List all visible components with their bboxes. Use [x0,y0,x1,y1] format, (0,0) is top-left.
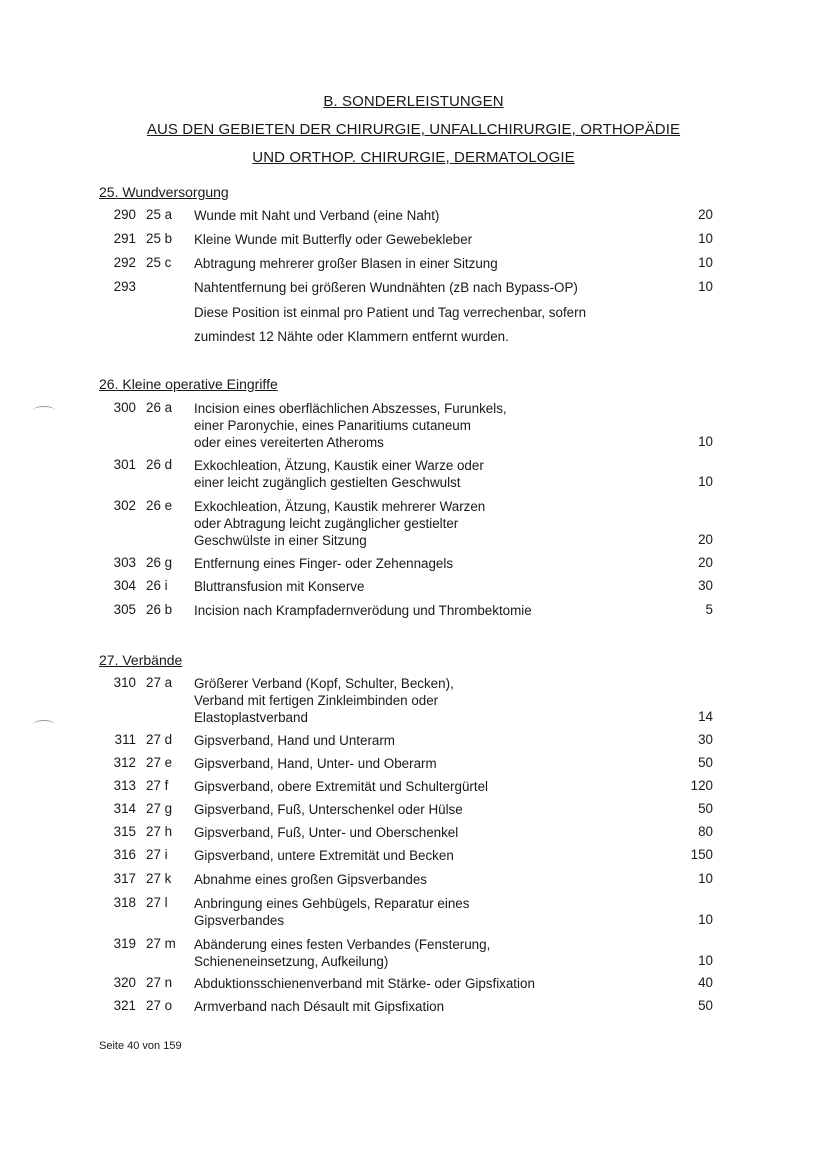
position-code: 27 h [146,824,173,839]
position-description [194,279,674,296]
position-number: 303 [113,555,136,570]
description-line: Elastoplastverband [194,710,308,725]
position-description [194,498,674,549]
description-line: Verband mit fertigen Zinkleimbinden oder [194,693,439,708]
description-line: Armverband nach Désault mit Gipsfixation [194,999,445,1014]
position-description [194,400,674,451]
position-description [194,847,674,864]
position-code: 25 b [146,231,173,246]
position-description [194,578,674,595]
position-description [194,675,674,726]
description-line: Anbringung eines Gehbügels, Reparatur eines [194,896,470,911]
position-number: 292 [113,255,136,270]
position-points: 10 [698,953,713,968]
position-points: 20 [698,555,713,570]
position-description [194,255,674,272]
description-line: Exkochleation, Ätzung, Kaustik mehrerer Warzen [194,499,486,514]
description-line: Gipsverband, Hand und Unterarm [194,733,395,748]
description-line: Gipsverband, untere Extremität und Becken [194,848,454,863]
description-line: einer leicht zugänglich gestielten Geschwulst [194,475,461,490]
position-number: 315 [113,824,136,839]
position-points: 50 [698,998,713,1013]
position-description [194,207,674,224]
position-description [194,895,674,929]
position-points: 50 [698,755,713,770]
position-code: 27 i [146,847,168,862]
position-number: 301 [113,457,136,472]
position-points: 40 [698,975,713,990]
position-description [194,555,674,572]
description-line: Exkochleation, Ätzung, Kaustik einer Warze oder [194,458,484,473]
position-points: 5 [705,602,713,617]
position-code: 26 i [146,578,168,593]
description-line: Schieneneinsetzung, Aufkeilung) [194,954,389,969]
position-points: 10 [698,255,713,270]
position-number: 314 [113,801,136,816]
position-number: 304 [113,578,136,593]
position-description [194,457,674,491]
position-number: 311 [114,732,136,747]
position-description [194,231,674,248]
note-line: zumindest 12 Nähte oder Klammern entfernt wurden. [194,329,509,344]
position-code: 26 a [146,400,173,415]
section-heading: 27. Verbände [99,652,183,668]
position-number: 316 [113,847,136,862]
description-line: einer Paronychie, eines Panaritiums cutaneum [194,418,471,433]
position-description [194,602,674,619]
description-line: Abänderung eines festen Verbandes (Fensterung, [194,937,491,952]
position-points: 20 [698,207,713,222]
position-code: 27 l [146,895,168,910]
position-code: 27 g [146,801,173,816]
description-line: Gipsverband, obere Extremität und Schultergürtel [194,779,489,794]
position-number: 317 [113,871,136,886]
position-points: 10 [698,434,713,449]
position-code: 27 m [146,936,176,951]
position-code: 25 c [146,255,172,270]
position-code: 27 d [146,732,173,747]
description-line: Größerer Verband (Kopf, Schulter, Becken), [194,676,454,691]
position-number: 319 [113,936,136,951]
position-description [194,755,674,772]
position-code: 25 a [146,207,173,222]
position-code: 27 o [146,998,173,1013]
position-code: 26 g [146,555,173,570]
position-points: 14 [698,709,713,724]
position-number: 313 [113,778,136,793]
position-description [194,778,674,795]
position-description [194,936,674,970]
position-points: 10 [698,474,713,489]
position-number: 302 [113,498,136,513]
position-code: 27 n [146,975,173,990]
description-line: Incision eines oberflächlichen Abszesses, Furunkels, [194,401,507,416]
position-description [194,801,674,818]
position-description [194,975,674,992]
description-line: oder eines vereiterten Atheroms [194,435,384,450]
position-points: 30 [698,732,713,747]
description-line: Gipsverbandes [194,913,285,928]
position-points: 10 [698,871,713,886]
description-line: Abtragung mehrerer großer Blasen in einer Sitzung [194,256,498,271]
position-number: 320 [113,975,136,990]
description-line: Nahtentfernung bei größeren Wundnähten (zB nach Bypass-OP) [194,280,578,295]
description-line: Incision nach Krampfadernverödung und Thrombektomie [194,603,532,618]
position-code: 26 e [146,498,173,513]
position-number: 290 [113,207,136,222]
position-code: 27 e [146,755,173,770]
description-line: Abnahme eines großen Gipsverbandes [194,872,427,887]
section-note [194,301,586,349]
position-code: 26 b [146,602,173,617]
position-points: 80 [698,824,713,839]
section-heading: 26. Kleine operative Eingriffe [99,376,278,392]
position-code: 26 d [146,457,173,472]
section-heading: 25. Wundversorgung [99,184,229,200]
position-points: 10 [698,279,713,294]
position-code: 27 k [146,871,172,886]
punch-hole-mark [33,720,55,729]
description-line: Kleine Wunde mit Butterfly oder Gewebekleber [194,232,473,247]
position-number: 291 [113,231,136,246]
position-number: 318 [113,895,136,910]
page-subtitle-line-2: UND ORTHOP. CHIRURGIE, DERMATOLOGIE [252,149,575,166]
position-number: 300 [113,400,136,415]
description-line: Wunde mit Naht und Verband (eine Naht) [194,208,440,223]
description-line: Gipsverband, Hand, Unter- und Oberarm [194,756,437,771]
punch-hole-mark [33,406,55,415]
position-code: 27 a [146,675,173,690]
page-title: B. SONDERLEISTUNGEN [323,93,504,110]
position-number: 312 [113,755,136,770]
description-line: Entfernung eines Finger- oder Zehennagels [194,556,454,571]
position-points: 30 [698,578,713,593]
position-description [194,824,674,841]
note-line: Diese Position ist einmal pro Patient und Tag verrechenbar, sofern [194,305,587,320]
description-line: Gipsverband, Fuß, Unter- und Oberschenkel [194,825,459,840]
position-description [194,998,674,1015]
position-points: 150 [690,847,713,862]
page-number: Seite 40 von 159 [99,1040,182,1052]
description-line: Abduktionsschienenverband mit Stärke- oder Gipsfixation [194,976,535,991]
position-points: 120 [690,778,713,793]
position-points: 50 [698,801,713,816]
page-subtitle-line-1: AUS DEN GEBIETEN DER CHIRURGIE, UNFALLCHIRURGIE, ORTHOPÄDIE [146,121,681,138]
description-line: Geschwülste in einer Sitzung [194,533,367,548]
description-line: Gipsverband, Fuß, Unterschenkel oder Hülse [194,802,463,817]
position-number: 293 [113,279,136,294]
position-number: 321 [113,998,136,1013]
position-description [194,732,674,749]
position-points: 20 [698,532,713,547]
position-code: 27 f [146,778,169,793]
description-line: Bluttransfusion mit Konserve [194,579,365,594]
description-line: oder Abtragung leicht zugänglicher gestielter [194,516,459,531]
position-number: 310 [113,675,136,690]
position-points: 10 [698,912,713,927]
position-points: 10 [698,231,713,246]
position-description [194,871,674,888]
position-number: 305 [113,602,136,617]
